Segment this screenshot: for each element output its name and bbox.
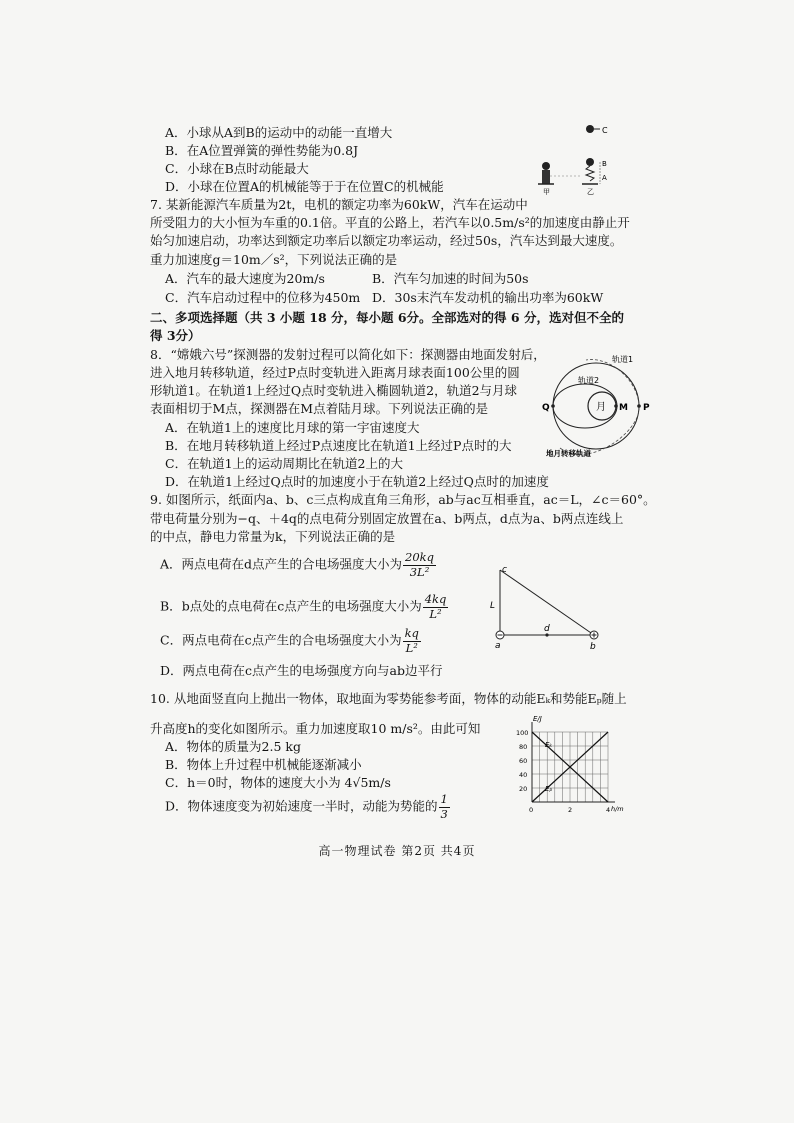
point-a-label: A: [602, 174, 607, 182]
y-axis-label: E/J: [533, 715, 542, 723]
y-tick: 20: [519, 785, 528, 793]
section-2-heading-1: 二、多项选择题（共 3 小题 18 分，每小题 6分。全部选对的得 6 分，选对但不全的: [150, 310, 624, 325]
q7-option-b: B．汽车匀加速的时间为50s: [372, 271, 529, 286]
q9-stem-2: 带电荷量分别为−q、＋4q的点电荷分别固定放置在a、b两点，d点为a、b两点连线上: [150, 511, 624, 526]
vertex-c-label: c: [502, 565, 507, 575]
x-tick: 2: [568, 806, 573, 814]
q8-stem-4: 表面相切于M点，探测器在M点着陆月球。下列说法正确的是: [150, 401, 489, 416]
x-tick: 4: [606, 806, 611, 814]
q8-stem-3: 形轨道1。在轨道1上经过Q点时变轨进入椭圆轨道2，轨道2与月球: [150, 383, 518, 398]
point-q-label: Q: [542, 403, 550, 413]
q9-option-b: B．b点处的点电荷在c点产生的电场强度大小为 $\frac{4kq}{\text{L²}}$: [160, 592, 447, 621]
orbit-figure: [530, 350, 660, 462]
point-b-label: B: [602, 160, 607, 168]
transfer-orbit-label: 地月转移轨道: [546, 449, 591, 458]
q7-option-d: D．30s末汽车发动机的输出功率为60kW: [372, 290, 604, 305]
y-tick: 60: [519, 757, 528, 765]
q10-stem-1: 10. 从地面竖直向上抛出一物体，取地面为零势能参考面，物体的动能Eₖ和势能Eₚ随上: [150, 691, 627, 706]
yi-label: 乙: [587, 188, 594, 196]
q8-stem-1: 8．“嫦娥六号”探测器的发射过程可以简化如下：探测器由地面发射后，: [150, 347, 546, 362]
q8-stem-2: 进入地月转移轨道，经过P点时变轨进入距离月球表面100公里的圆: [150, 365, 520, 380]
q10-option-c: C．h＝0时，物体的速度大小为 4√5m/s: [165, 775, 391, 790]
q7-stem-4: 重力加速度g＝10m／s²，下列说法正确的是: [150, 252, 398, 267]
q10-option-b: B．物体上升过程中机械能逐渐减小: [165, 757, 362, 772]
spring-figure: [528, 118, 618, 198]
y-tick: 80: [519, 743, 528, 751]
y-tick: 100: [516, 729, 529, 737]
q6-option-a: A．小球从A到B的运动中的动能一直增大: [165, 125, 393, 140]
section-2-heading-2: 得 3分）: [150, 328, 201, 343]
ep-line-label: Eₚ: [545, 785, 553, 793]
q9-option-a: A．两点电荷在d点产生的合电场强度大小为 $\frac{20kq}{\text{3L²}}$: [160, 550, 435, 579]
q9-option-d: D．两点电荷在c点产生的电场强度方向与ab边平行: [160, 663, 443, 678]
point-m-label: M: [619, 403, 628, 413]
q6-option-b: B．在A位置弹簧的弹性势能为0.8J: [165, 143, 359, 158]
q10-option-a: A．物体的质量为2.5 kg: [165, 739, 301, 754]
orbit-1-label: 轨道1: [612, 355, 634, 364]
q9-stem-1: 9. 如图所示，纸面内a、b、c三点构成直角三角形，ab与ac互相垂直，ac＝L，∠c＝60°。: [150, 492, 656, 507]
q8-option-a: A．在轨道1上的速度比月球的第一宇宙速度大: [165, 420, 420, 435]
fraction-kq-l2: $\frac{kq}{\text{L²}}$: [404, 626, 419, 655]
jia-label: 甲: [543, 188, 550, 196]
moon-label: 月: [596, 402, 606, 413]
orbit-2-label: 轨道2: [578, 376, 600, 385]
x-tick: 0: [529, 806, 534, 814]
y-tick: 40: [519, 771, 528, 779]
ek-line-label: Eₖ: [545, 741, 553, 749]
page-footer: 高一物理试卷 第2页 共4页: [318, 844, 476, 858]
fraction-1-3: $\frac{1}{3}$: [440, 792, 448, 821]
energy-graph: [505, 712, 635, 824]
triangle-figure: [482, 560, 612, 652]
point-c-label: C: [602, 126, 608, 135]
q7-option-a: A．汽车的最大速度为20m/s: [165, 271, 325, 286]
q7-stem-1: 7. 某新能源汽车质量为2t，电机的额定功率为60kW，汽车在运动中: [150, 197, 528, 212]
point-p-label: P: [643, 403, 650, 413]
q9-stem-3: 的中点，静电力常量为k，下列说法正确的是: [150, 529, 396, 544]
q7-stem-2: 所受阻力的大小恒为车重的0.1倍。平直的公路上，若汽车以0.5m/s²的加速度由静止开: [150, 215, 630, 230]
q6-option-d: D．小球在位置A的机械能等于于在位置C的机械能: [165, 179, 444, 194]
fraction-4kq-l2: $\frac{4kq}{\text{L²}}$: [424, 592, 447, 621]
x-axis-label: h/m: [611, 805, 624, 813]
q7-option-c: C．汽车启动过程中的位移为450m: [165, 290, 361, 305]
vertex-a-label: a: [495, 641, 501, 651]
fraction-20kq-3l2: $\frac{20kq}{\text{3L²}}$: [405, 550, 435, 579]
q10-stem-2: 升高度h的变化如图所示。重力加速度取10 m/s²。由此可知: [150, 721, 481, 736]
vertex-b-label: b: [590, 642, 596, 652]
q10-option-d: D．物体速度变为初始速度一半时，动能为势能的 $\frac{1}{3}$: [165, 792, 448, 821]
q8-option-b: B．在地月转移轨道上经过P点速度比在轨道1上经过P点时的大: [165, 438, 512, 453]
point-d-label: d: [544, 624, 550, 634]
q6-option-c: C．小球在B点时动能最大: [165, 161, 309, 176]
q9-option-c: C．两点电荷在c点产生的合电场强度大小为 $\frac{kq}{\text{L²}}$: [160, 626, 419, 655]
side-l-label: L: [490, 601, 496, 611]
q8-option-d: D．在轨道1上经过Q点时的加速度小于在轨道2上经过Q点时的加速度: [165, 474, 549, 489]
q8-option-c: C．在轨道1上的运动周期比在轨道2上的大: [165, 456, 403, 471]
q7-stem-3: 始匀加速启动，功率达到额定功率后以额定功率运动，经过50s，汽车达到最大速度。: [150, 233, 623, 248]
